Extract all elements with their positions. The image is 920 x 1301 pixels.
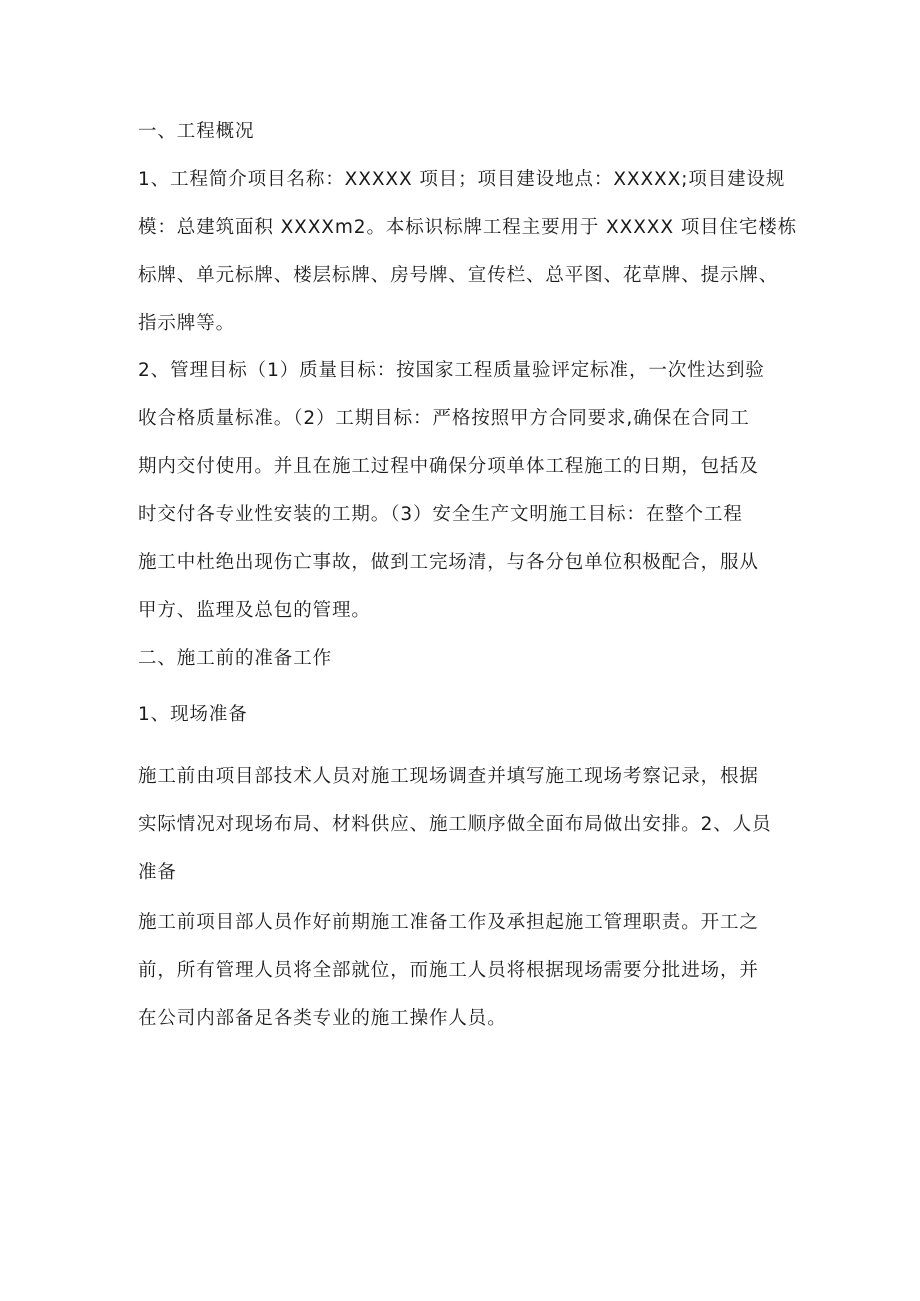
- paragraph-line: 准备: [138, 862, 177, 883]
- paragraph-line: 2、管理目标（1）质量目标：按国家工程质量验评定标准，一次性达到验: [138, 360, 765, 381]
- section-2-subheading: 1、现场准备: [138, 704, 248, 725]
- paragraph-line: 1、工程简介项目名称：XXXXX 项目；项目建设地点：XXXXX;项目建设规: [138, 169, 786, 190]
- section-2-heading: 二、施工前的准备工作: [138, 648, 333, 669]
- paragraph-line: 施工前项目部人员作好前期施工准备工作及承担起施工管理职责。开工之: [138, 912, 759, 933]
- section-1-heading: 一、工程概况: [138, 121, 255, 142]
- paragraph-line: 时交付各专业性安装的工期。（3）安全生产文明施工目标：在整个工程: [138, 504, 743, 525]
- paragraph-line: 在公司内部备足各类专业的施工操作人员。: [138, 1008, 507, 1029]
- paragraph-line: 指示牌等。: [138, 313, 236, 334]
- paragraph-line: 施工前由项目部技术人员对施工现场调查并填写施工现场考察记录，根据: [138, 766, 759, 787]
- paragraph-line: 期内交付使用。并且在施工过程中确保分项单体工程施工的日期，包括及: [138, 456, 759, 477]
- paragraph-line: 收合格质量标准。（2）工期目标：严格按照甲方合同要求,确保在合同工: [138, 408, 750, 429]
- paragraph-line: 施工中杜绝出现伤亡事故，做到工完场清，与各分包单位积极配合，服从: [138, 552, 759, 573]
- paragraph-line: 甲方、监理及总包的管理。: [138, 600, 371, 621]
- paragraph-line: 前，所有管理人员将全部就位，而施工人员将根据现场需要分批进场，并: [138, 960, 759, 981]
- paragraph-line: 实际情况对现场布局、材料供应、施工顺序做全面布局做出安排。2、人员: [138, 814, 772, 835]
- paragraph-line: 模：总建筑面积 XXXXm2。本标识标牌工程主要用于 XXXXX 项目住宅楼栋: [138, 217, 798, 238]
- paragraph-line: 标牌、单元标牌、楼层标牌、房号牌、宣传栏、总平图、花草牌、提示牌、: [138, 265, 779, 286]
